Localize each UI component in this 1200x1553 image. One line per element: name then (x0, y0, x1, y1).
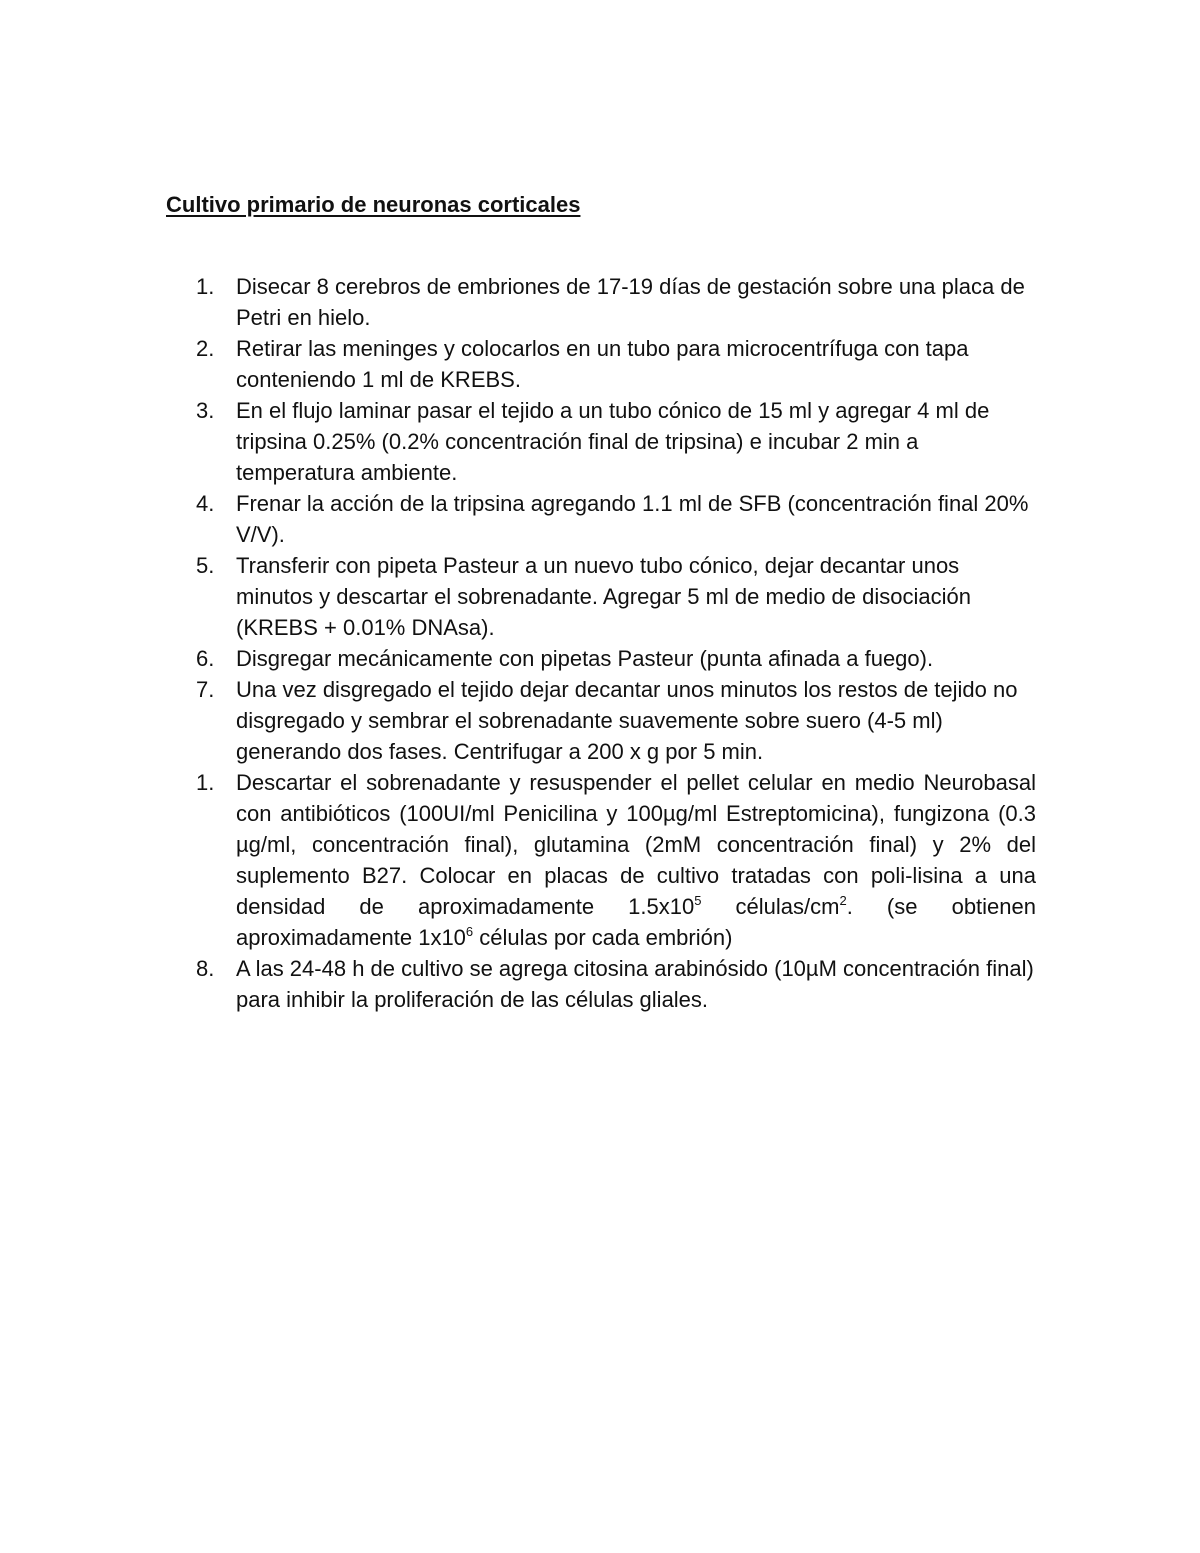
superscript-exponent: 5 (694, 893, 702, 908)
step-text: Retirar las meninges y colocarlos en un tubo para microcentrífuga con tapa conteniendo 1 ml de KREBS. (236, 336, 969, 392)
step-number: 6. (196, 646, 215, 671)
step-item (196, 643, 1036, 674)
step-text-part: células por cada embrión) (473, 925, 733, 950)
superscript-exponent: 2 (839, 893, 847, 908)
step-text: A las 24-48 h de cultivo se agrega citosina arabinósido (10µM concentración final) para inhibir la proliferación de las células gliales. (236, 956, 1034, 1012)
step-number: 1. (196, 770, 215, 795)
step-text: Transferir con pipeta Pasteur a un nuevo tubo cónico, dejar decantar unos minutos y descartar el sobrenadante. Agregar 5 ml de medio de disociación (KREBS + 0.01% DNAsa). (236, 553, 971, 640)
step-text: Frenar la acción de la tripsina agregando 1.1 ml de SFB (concentración final 20% V/V). (236, 491, 1029, 547)
step-text (236, 767, 1036, 953)
step-item (196, 674, 1036, 767)
step-text-part: células/cm (701, 894, 840, 919)
superscript-exponent: 6 (465, 924, 474, 939)
step-text-part: . (se obtienen aproximadamente 1x10 (236, 894, 1036, 950)
step-item (196, 395, 1036, 488)
step-text: Una vez disgregado el tejido dejar decantar unos minutos los restos de tejido no disgregado y sembrar el sobrenadante suavemente sobre suero (4-5 ml) generando dos fases. Centrifugar a 200 x g por 5 min. (236, 677, 1018, 764)
step-item (196, 333, 1036, 395)
step-number: 7. (196, 677, 215, 702)
step-item (196, 550, 1036, 643)
step-number: 1. (196, 274, 215, 299)
step-item (196, 767, 1036, 953)
step-number: 4. (196, 491, 215, 516)
step-item (196, 271, 1036, 333)
document-title: Cultivo primario de neuronas corticales (166, 192, 581, 217)
step-text: En el flujo laminar pasar el tejido a un tubo cónico de 15 ml y agregar 4 ml de tripsina 0.25% (0.2% concentración final de tripsina) e incubar 2 min a temperatura ambiente. (236, 398, 990, 485)
step-number: 3. (196, 398, 215, 423)
step-text-part: Descartar el sobrenadante y resuspender el pellet celular en medio Neurobasal con antibióticos (100UI/ml Penicilina y 100µg/ml Estreptomicina), fungizona (0.3 µg/ml, concentración final), glutamina (2mM concentración final) y 2% del suplemento B27. Colocar en placas de cultivo tratadas con poli-lisina a una densidad de aproximadamente 1.5x10 (236, 770, 1036, 919)
step-number: 2. (196, 336, 215, 361)
step-text: Disgregar mecánicamente con pipetas Pasteur (punta afinada a fuego). (236, 646, 934, 671)
step-item (196, 488, 1036, 550)
protocol-steps-list (196, 271, 1036, 1015)
step-text: Disecar 8 cerebros de embriones de 17-19 días de gestación sobre una placa de Petri en hielo. (236, 274, 1025, 330)
step-number: 5. (196, 553, 215, 578)
step-item (196, 953, 1036, 1015)
step-number: 8. (196, 956, 215, 981)
